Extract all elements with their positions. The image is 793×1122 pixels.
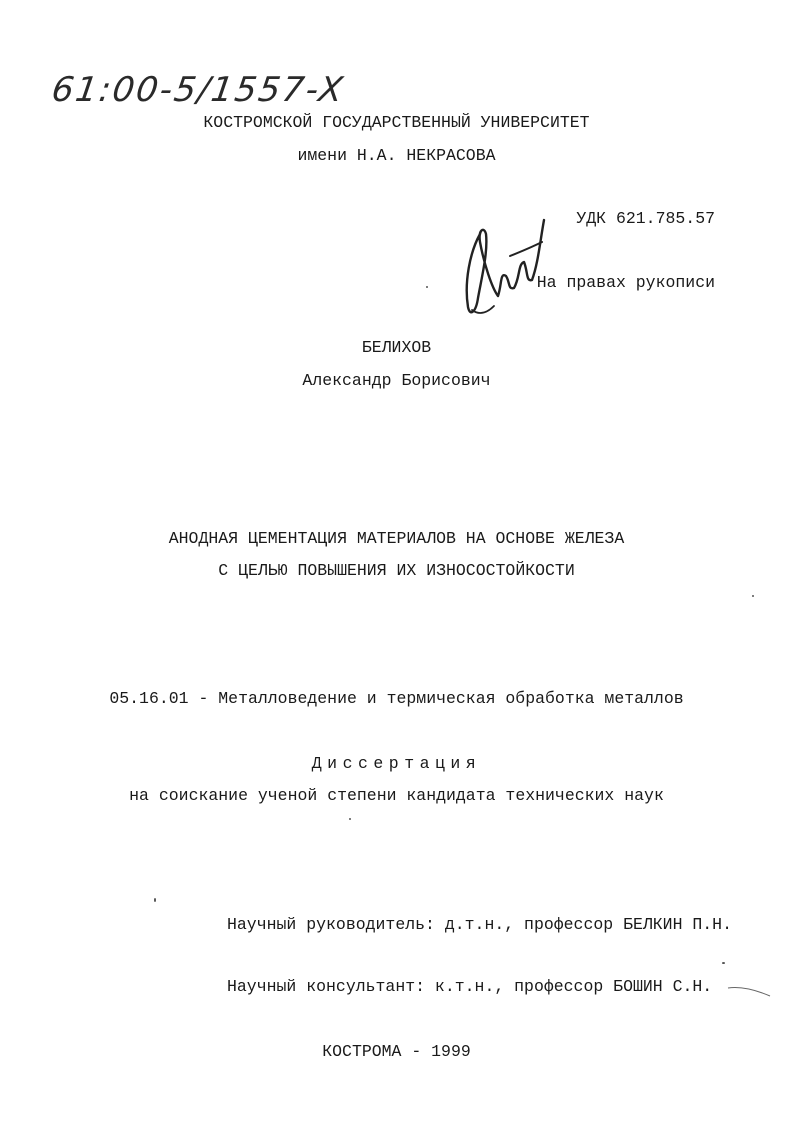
place-and-year: КОСТРОМА - 1999: [322, 1042, 471, 1061]
udk-code: УДК 621.785.57: [576, 209, 715, 228]
scan-speck: [426, 286, 428, 288]
scan-speck: [722, 962, 725, 964]
archive-code-handwritten: 61:00-5/1557-X: [49, 70, 348, 110]
thesis-title-line-1: АНОДНАЯ ЦЕМЕНТАЦИЯ МАТЕРИАЛОВ НА ОСНОВЕ ЖЕЛЕЗА: [168, 529, 625, 548]
work-type-label: Диссертация: [311, 754, 482, 773]
scan-mark: [726, 984, 772, 998]
scan-speck: [154, 898, 156, 902]
scientific-consultant: Научный консультант: к.т.н., профессор БОШИН С.Н.: [227, 977, 713, 996]
author-surname: БЕЛИХОВ: [361, 338, 432, 357]
institution-dedication: имени Н.А. НЕКРАСОВА: [297, 146, 496, 165]
thesis-title-line-2: С ЦЕЛЬЮ ПОВЫШЕНИЯ ИХ ИЗНОСОСТОЙКОСТИ: [218, 561, 575, 580]
specialty-code: 05.16.01 - Металловедение и термическая обработка металлов: [109, 689, 684, 708]
author-given-names: Александр Борисович: [302, 371, 491, 390]
institution-name: КОСТРОМСКОЙ ГОСУДАРСТВЕННЫЙ УНИВЕРСИТЕТ: [203, 113, 590, 132]
scan-speck: [349, 818, 351, 820]
scientific-advisor: Научный руководитель: д.т.н., профессор БЕЛКИН П.Н.: [227, 915, 732, 934]
scan-speck: [752, 595, 754, 597]
manuscript-rights-note: На правах рукописи: [536, 273, 715, 292]
degree-purpose: на соискание ученой степени кандидата технических наук: [129, 786, 664, 805]
signature: [458, 212, 548, 322]
